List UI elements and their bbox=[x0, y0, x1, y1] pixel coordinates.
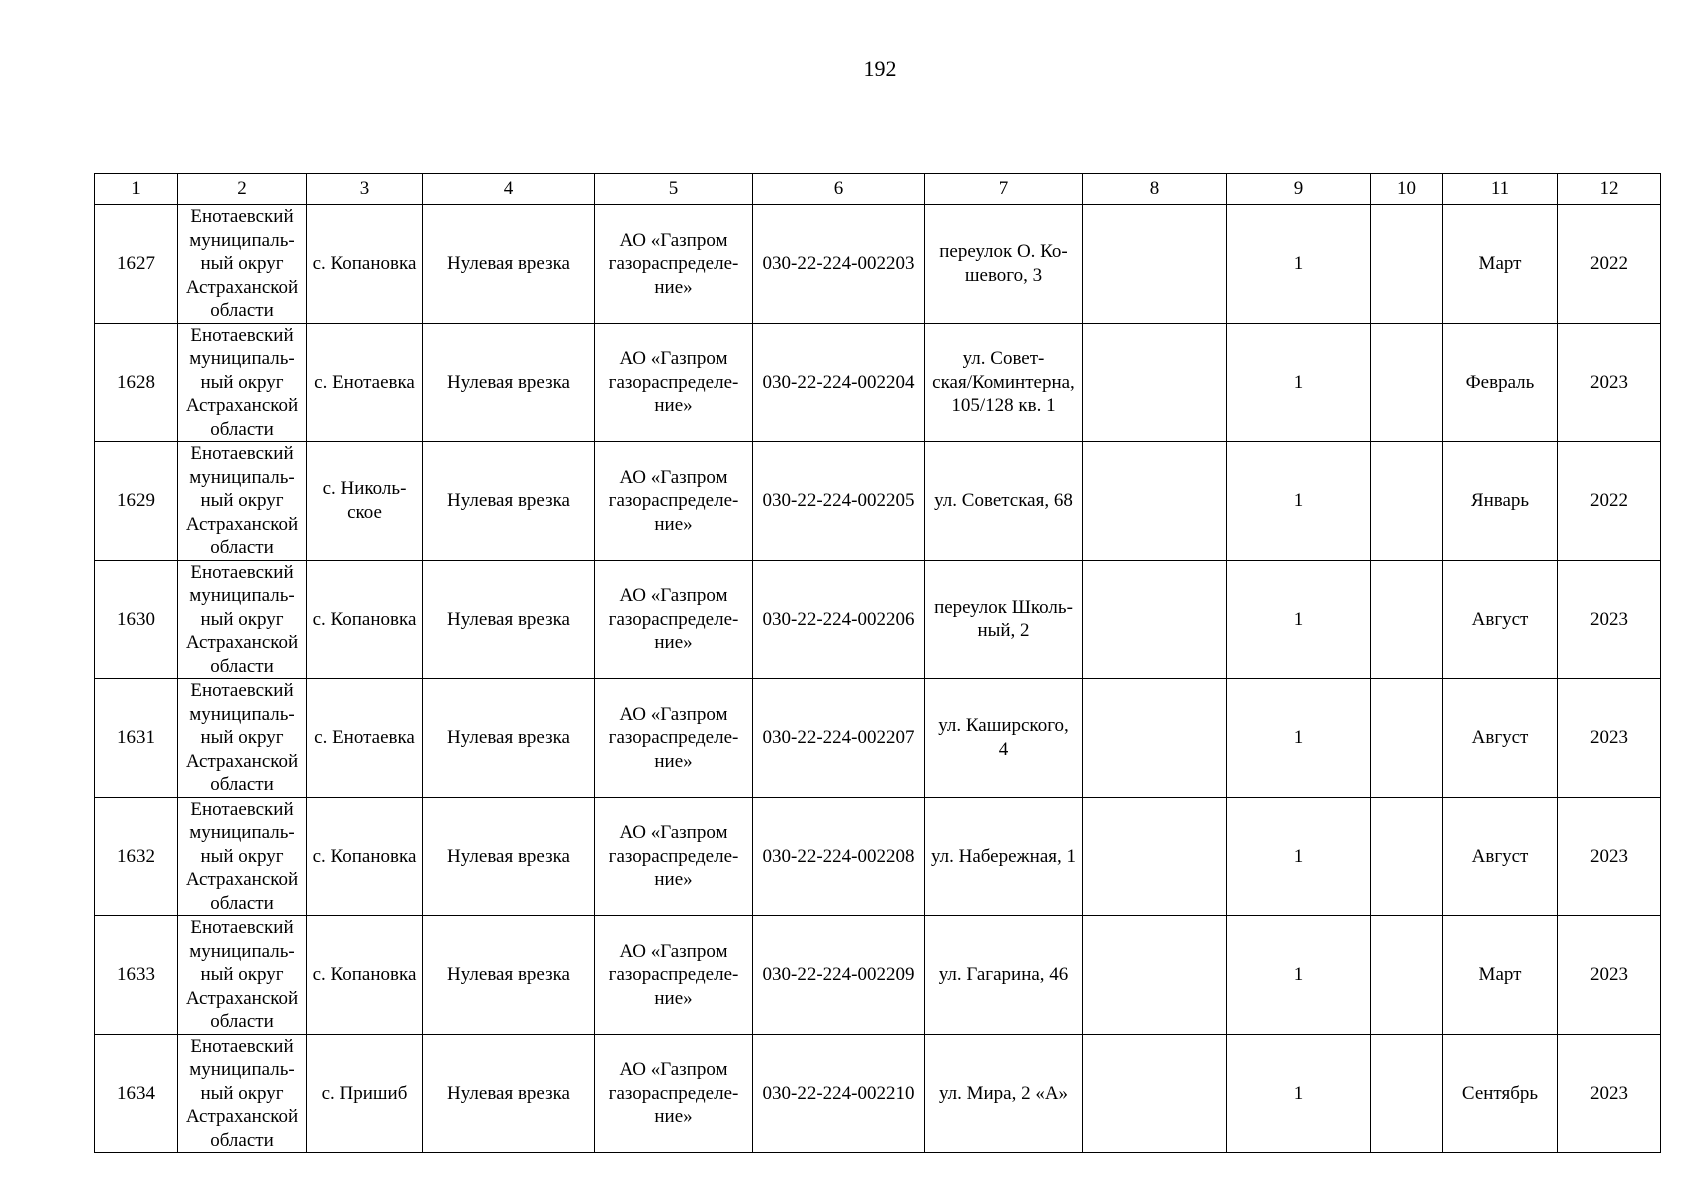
cell-line: Енотаевский bbox=[190, 680, 294, 701]
column-8-cell bbox=[1083, 916, 1227, 1035]
cell-line: газораспределе- bbox=[608, 727, 739, 748]
cell-line: ул. Совет- bbox=[962, 348, 1045, 369]
cell-line: Астраханской bbox=[185, 632, 299, 653]
cell-line: ул. Набережная, 1 bbox=[930, 845, 1077, 867]
district-cell bbox=[178, 916, 307, 1035]
month-cell: Март bbox=[1443, 916, 1558, 1035]
cell-line: газораспределе- bbox=[608, 490, 739, 511]
row-number-cell: 1633 bbox=[95, 916, 178, 1035]
district-cell bbox=[178, 205, 307, 324]
cell-line: АО «Газпром bbox=[619, 585, 728, 606]
cell-line: Астраханской bbox=[185, 513, 299, 535]
year-cell: 2023 bbox=[1558, 797, 1661, 916]
table-body bbox=[95, 205, 1661, 1153]
address-cell bbox=[925, 442, 1083, 561]
settlement-cell bbox=[307, 797, 423, 916]
cell-line: с. Копановка bbox=[312, 964, 417, 985]
cell-line: ние» bbox=[654, 987, 693, 1009]
work-type-cell: Нулевая врезка bbox=[423, 205, 595, 324]
cell-line: ул. Советская, 68 bbox=[934, 490, 1073, 511]
cell-line: с. Копановка bbox=[312, 253, 417, 274]
cell-line: газораспределе- bbox=[608, 845, 739, 867]
month-cell: Август bbox=[1443, 679, 1558, 798]
row-number-cell: 1627 bbox=[95, 205, 178, 324]
column-8-cell bbox=[1083, 797, 1227, 916]
cell-line: с. Копановка bbox=[312, 845, 417, 867]
column-8-cell bbox=[1083, 560, 1227, 679]
row-number-cell: 1631 bbox=[95, 679, 178, 798]
object-code-cell: 030-22-224-002210 bbox=[753, 1034, 925, 1153]
work-type-cell: Нулевая врезка bbox=[423, 442, 595, 561]
address-cell bbox=[925, 916, 1083, 1035]
month-cell: Март bbox=[1443, 205, 1558, 324]
column-10-cell bbox=[1371, 916, 1443, 1035]
cell-line: газораспределе- bbox=[608, 371, 739, 393]
row-number-cell: 1629 bbox=[95, 442, 178, 561]
cell-line: Енотаевский bbox=[190, 1035, 294, 1057]
row-number-cell: 1632 bbox=[95, 797, 178, 916]
cell-line: газораспределе- bbox=[608, 253, 739, 274]
column-header-5: 5 bbox=[595, 174, 753, 205]
column-header-6: 6 bbox=[753, 174, 925, 205]
organization-cell bbox=[595, 560, 753, 679]
work-type-cell: Нулевая врезка bbox=[423, 797, 595, 916]
cell-line: Енотаевский bbox=[190, 324, 294, 346]
column-8-cell bbox=[1083, 205, 1227, 324]
cell-line: ный округ bbox=[200, 490, 284, 511]
cell-line: Астраханской bbox=[185, 1106, 299, 1127]
organization-cell bbox=[595, 679, 753, 798]
year-cell: 2023 bbox=[1558, 679, 1661, 798]
cell-line: ние» bbox=[654, 395, 693, 416]
column-10-cell bbox=[1371, 442, 1443, 561]
cell-line: Астраханской bbox=[185, 395, 299, 416]
work-type-cell: Нулевая врезка bbox=[423, 916, 595, 1035]
cell-line: области bbox=[210, 300, 274, 321]
cell-line: АО «Газпром bbox=[619, 703, 728, 725]
column-header-10: 10 bbox=[1371, 174, 1443, 205]
address-cell bbox=[925, 323, 1083, 442]
count-cell: 1 bbox=[1227, 1034, 1371, 1153]
cell-line: ул. Гагарина, 46 bbox=[938, 964, 1069, 985]
cell-line: с. Пришиб bbox=[321, 1082, 408, 1104]
cell-line: области bbox=[210, 1129, 274, 1151]
count-cell: 1 bbox=[1227, 442, 1371, 561]
year-cell: 2023 bbox=[1558, 323, 1661, 442]
row-number-cell: 1630 bbox=[95, 560, 178, 679]
settlement-cell bbox=[307, 323, 423, 442]
cell-line: ный округ bbox=[200, 253, 284, 274]
object-code-cell: 030-22-224-002208 bbox=[753, 797, 925, 916]
cell-line: АО «Газпром bbox=[619, 466, 728, 488]
table-row bbox=[95, 323, 1661, 442]
cell-line: муниципаль- bbox=[189, 585, 295, 606]
count-cell: 1 bbox=[1227, 916, 1371, 1035]
cell-line: ние» bbox=[654, 750, 693, 772]
count-cell: 1 bbox=[1227, 679, 1371, 798]
cell-line: ный, 2 bbox=[977, 620, 1030, 642]
column-header-8: 8 bbox=[1083, 174, 1227, 205]
district-cell bbox=[178, 560, 307, 679]
cell-line: с. Енотаевка bbox=[314, 371, 415, 393]
cell-line: 105/128 кв. 1 bbox=[951, 395, 1056, 416]
object-code-cell: 030-22-224-002205 bbox=[753, 442, 925, 561]
cell-line: Енотаевский bbox=[190, 798, 294, 820]
cell-line: муниципаль- bbox=[189, 703, 295, 725]
cell-line: ние» bbox=[654, 1106, 693, 1127]
district-cell bbox=[178, 442, 307, 561]
cell-line: ный округ bbox=[200, 1082, 284, 1104]
cell-line: с. Копановка bbox=[312, 608, 417, 630]
address-cell bbox=[925, 205, 1083, 324]
cell-line: Астраханской bbox=[185, 750, 299, 772]
cell-line: Енотаевский bbox=[190, 443, 294, 464]
settlement-cell bbox=[307, 679, 423, 798]
table-header bbox=[95, 174, 1661, 205]
cell-line: АО «Газпром bbox=[619, 348, 728, 369]
organization-cell bbox=[595, 1034, 753, 1153]
settlement-cell bbox=[307, 916, 423, 1035]
table-row bbox=[95, 1034, 1661, 1153]
cell-line: с. Николь- bbox=[322, 478, 407, 500]
month-cell: Август bbox=[1443, 560, 1558, 679]
table-row bbox=[95, 679, 1661, 798]
organization-cell bbox=[595, 797, 753, 916]
district-cell bbox=[178, 323, 307, 442]
settlement-cell bbox=[307, 442, 423, 561]
object-code-cell: 030-22-224-002209 bbox=[753, 916, 925, 1035]
year-cell: 2023 bbox=[1558, 916, 1661, 1035]
cell-line: Астраханской bbox=[185, 869, 299, 890]
month-cell: Сентябрь bbox=[1443, 1034, 1558, 1153]
cell-line: АО «Газпром bbox=[619, 940, 728, 962]
year-cell: 2022 bbox=[1558, 205, 1661, 324]
column-10-cell bbox=[1371, 797, 1443, 916]
cell-line: ние» bbox=[654, 513, 693, 535]
address-cell bbox=[925, 797, 1083, 916]
cell-line: области bbox=[210, 537, 274, 558]
row-number-cell: 1634 bbox=[95, 1034, 178, 1153]
object-code-cell: 030-22-224-002206 bbox=[753, 560, 925, 679]
column-header-12: 12 bbox=[1558, 174, 1661, 205]
cell-line: переулок О. Ко- bbox=[939, 241, 1068, 263]
table-row bbox=[95, 797, 1661, 916]
column-8-cell bbox=[1083, 1034, 1227, 1153]
district-cell bbox=[178, 1034, 307, 1153]
cell-line: АО «Газпром bbox=[619, 822, 728, 843]
cell-line: газораспределе- bbox=[608, 964, 739, 985]
column-10-cell bbox=[1371, 679, 1443, 798]
cell-line: газораспределе- bbox=[608, 1082, 739, 1104]
cell-line: ская/Коминтерна, bbox=[932, 371, 1075, 393]
settlement-cell bbox=[307, 560, 423, 679]
work-type-cell: Нулевая врезка bbox=[423, 1034, 595, 1153]
settlement-cell bbox=[307, 205, 423, 324]
cell-line: с. Енотаевка bbox=[314, 727, 415, 748]
count-cell: 1 bbox=[1227, 323, 1371, 442]
month-cell: Август bbox=[1443, 797, 1558, 916]
cell-line: области bbox=[210, 892, 274, 914]
cell-line: переулок Школь- bbox=[934, 596, 1073, 618]
column-10-cell bbox=[1371, 323, 1443, 442]
column-8-cell bbox=[1083, 442, 1227, 561]
page-number: 192 bbox=[863, 56, 897, 81]
cell-line: ный округ bbox=[200, 727, 284, 748]
header-row bbox=[95, 174, 1661, 205]
count-cell: 1 bbox=[1227, 560, 1371, 679]
table-row bbox=[95, 205, 1661, 324]
organization-cell bbox=[595, 916, 753, 1035]
settlement-cell bbox=[307, 1034, 423, 1153]
object-code-cell: 030-22-224-002204 bbox=[753, 323, 925, 442]
cell-line: муниципаль- bbox=[189, 1059, 295, 1080]
cell-line: газораспределе- bbox=[608, 608, 739, 630]
cell-line: ный округ bbox=[200, 845, 284, 867]
year-cell: 2023 bbox=[1558, 560, 1661, 679]
cell-line: шевого, 3 bbox=[964, 264, 1043, 286]
table-row bbox=[95, 442, 1661, 561]
column-8-cell bbox=[1083, 323, 1227, 442]
cell-line: муниципаль- bbox=[189, 822, 295, 843]
district-cell bbox=[178, 679, 307, 798]
data-table bbox=[94, 173, 1661, 1153]
column-header-2: 2 bbox=[178, 174, 307, 205]
organization-cell bbox=[595, 442, 753, 561]
work-type-cell: Нулевая врезка bbox=[423, 560, 595, 679]
address-cell bbox=[925, 679, 1083, 798]
column-header-9: 9 bbox=[1227, 174, 1371, 205]
object-code-cell: 030-22-224-002203 bbox=[753, 205, 925, 324]
cell-line: Астраханской bbox=[185, 276, 299, 298]
year-cell: 2023 bbox=[1558, 1034, 1661, 1153]
year-cell: 2022 bbox=[1558, 442, 1661, 561]
cell-line: области bbox=[210, 774, 274, 795]
cell-line: ние» bbox=[654, 276, 693, 298]
cell-line: Енотаевский bbox=[190, 561, 294, 583]
work-type-cell: Нулевая врезка bbox=[423, 323, 595, 442]
column-10-cell bbox=[1371, 560, 1443, 679]
cell-line: АО «Газпром bbox=[619, 229, 728, 251]
cell-line: ское bbox=[347, 501, 382, 523]
cell-line: области bbox=[210, 1011, 274, 1032]
cell-line: Астраханской bbox=[185, 987, 299, 1009]
cell-line: области bbox=[210, 418, 274, 440]
row-number-cell: 1628 bbox=[95, 323, 178, 442]
cell-line: ул. Мира, 2 «А» bbox=[938, 1082, 1069, 1104]
cell-line: АО «Газпром bbox=[619, 1059, 728, 1080]
cell-line: области bbox=[210, 655, 274, 677]
column-10-cell bbox=[1371, 205, 1443, 324]
column-8-cell bbox=[1083, 679, 1227, 798]
cell-line: ный округ bbox=[200, 964, 284, 985]
cell-line: ный округ bbox=[200, 371, 284, 393]
column-10-cell bbox=[1371, 1034, 1443, 1153]
district-cell bbox=[178, 797, 307, 916]
table-row bbox=[95, 560, 1661, 679]
column-header-1: 1 bbox=[95, 174, 178, 205]
count-cell: 1 bbox=[1227, 797, 1371, 916]
organization-cell bbox=[595, 205, 753, 324]
cell-line: муниципаль- bbox=[189, 940, 295, 962]
cell-line: муниципаль- bbox=[189, 348, 295, 369]
address-cell bbox=[925, 1034, 1083, 1153]
cell-line: ние» bbox=[654, 632, 693, 653]
column-header-3: 3 bbox=[307, 174, 423, 205]
count-cell: 1 bbox=[1227, 205, 1371, 324]
cell-line: ние» bbox=[654, 869, 693, 890]
object-code-cell: 030-22-224-002207 bbox=[753, 679, 925, 798]
cell-line: ный округ bbox=[200, 608, 284, 630]
table-row bbox=[95, 916, 1661, 1035]
cell-line: 4 bbox=[998, 738, 1009, 760]
month-cell: Февраль bbox=[1443, 323, 1558, 442]
column-header-4: 4 bbox=[423, 174, 595, 205]
cell-line: муниципаль- bbox=[189, 229, 295, 251]
address-cell bbox=[925, 560, 1083, 679]
work-type-cell: Нулевая врезка bbox=[423, 679, 595, 798]
cell-line: Енотаевский bbox=[190, 917, 294, 938]
organization-cell bbox=[595, 323, 753, 442]
column-header-11: 11 bbox=[1443, 174, 1558, 205]
cell-line: ул. Каширского, bbox=[938, 715, 1069, 737]
cell-line: Енотаевский bbox=[190, 206, 294, 227]
month-cell: Январь bbox=[1443, 442, 1558, 561]
column-header-7: 7 bbox=[925, 174, 1083, 205]
cell-line: муниципаль- bbox=[189, 466, 295, 488]
